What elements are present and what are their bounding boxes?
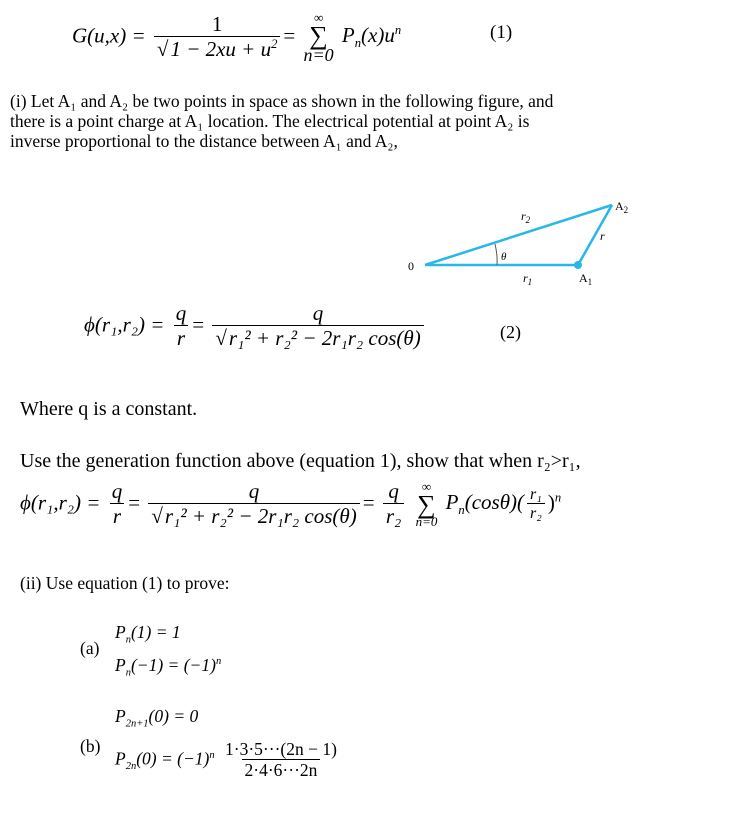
b-label: (b) [80, 736, 101, 756]
eq3-sum-bottom: n=0 [415, 514, 438, 530]
equation-2: ϕ(r₁,r₂) = $\frac{q}{r}$ = $\frac{q}{\text{√r₁² + r₂² − 2r₁r₂ cos(θ)}}$ [84, 302, 427, 351]
b-den: 2·4·6···2n [242, 759, 321, 781]
charge-point-a1 [574, 261, 582, 269]
theta-label: θ [501, 251, 507, 263]
eq3-sup: n [554, 490, 562, 505]
eq3-r2b: r₂ [527, 503, 545, 523]
use-text: Use the generation function above (equation 1), show that when r₂>r₁, [20, 450, 581, 472]
eq3-r1: r₁ [530, 485, 542, 503]
a1-label: $A_1$ [579, 271, 593, 287]
eq2-den: r₁² + r₂² − 2r₁r₂ cos(θ) [228, 326, 421, 351]
equation-3: ϕ(r₁,r₂) = $\frac{q}{r}$ = $\frac{q}{\text{√r₁² + r₂² − 2r₁r₂ cos(θ)}}$ = $\frac{q}{\text{r₂}}$ ∞ ∑ n=0 $P_n(\cos\theta)$( $\frac{\text{r₁}}{\text{r₂}}$ )$^n$ [20, 479, 562, 530]
para-i-line-3: inverse proportional to the distance between A₁ and A₂, [10, 131, 398, 151]
eq3-tail: $P_n(\cos\theta)$( [445, 490, 525, 518]
triangle-figure [395, 190, 655, 290]
b-line-2: $P_{2n}(0) = (-1)^n$ $\frac{1\cdot 3\cdot 5\cdot\cdot\cdot(2n - 1)}{2\cdot 4\cdot 6\cdot\cdot\cdot 2n}$ [115, 740, 343, 781]
where-text: Where q is a constant. [20, 398, 198, 420]
eq3-den: r₁² + r₂² − 2r₁r₂ cos(θ) [164, 504, 357, 529]
origin-label: 0 [408, 259, 414, 273]
a-line-2: $P_n(-1) = (-1)^n$ [115, 654, 222, 679]
equation-1: G(u,x) = $\frac{1}{√1 - 2xu + u^2}$ = ∞ ∑ n=0 $P_n(x)u^n$ [72, 10, 402, 66]
a-line-1: $P_n(1) = 1$ [115, 622, 181, 646]
eq2-q: q [175, 301, 187, 325]
eq1-den-sup: 2 [271, 37, 278, 52]
angle-arc [495, 244, 497, 265]
eq1-den-text: 1 − 2xu + u [170, 37, 272, 62]
eq2-label: (2) [500, 322, 521, 342]
part-ii-text: (ii) Use equation (1) to prove: [20, 573, 230, 593]
eq3-q2: q [248, 479, 260, 503]
a2-label: $A_2$ [615, 199, 629, 215]
eq3-sum-top: ∞ [421, 479, 432, 495]
b-line-1: $P_{2n+1}(0) = 0$ [115, 706, 199, 730]
r-label: r [600, 229, 605, 243]
eq3-q3: q [388, 479, 399, 503]
r1-label: $r_1$ [523, 271, 533, 287]
sum-top: ∞ [313, 10, 324, 25]
eq1-num: 1 [211, 11, 223, 36]
eq1-sum: ∞ ∑ n=0 [303, 10, 334, 66]
b-num: 1·3·5···(2n − 1) [225, 739, 337, 759]
eq1-den: $√1 - 2xu + u^2$ [154, 36, 281, 62]
eq2-r: r [174, 325, 188, 351]
eq1-label: (1) [490, 22, 513, 43]
eq3-lhs: ϕ(r₁,r₂) = [20, 490, 101, 515]
r2-label: $r_2$ [521, 209, 531, 225]
eq3-q: q [111, 479, 123, 503]
eq3-r: r [110, 503, 124, 529]
eq2-lhs: ϕ(r₁,r₂) = [84, 312, 165, 337]
triangle-lines [425, 205, 612, 265]
para-i-line-2: there is a point charge at A₁ location. The electrical potential at point A₂ is [10, 111, 530, 131]
eq3-r2: r₂ [383, 503, 404, 529]
para-i-line-1: (i) Let A₁ and A₂ be two points in space as shown in the following figure, and [10, 91, 554, 111]
a-label: (a) [80, 638, 100, 658]
eq1-rhs: $P_n(x)u^n$ [341, 23, 402, 51]
eq1-fraction [154, 13, 281, 62]
eq1-lhs: G(u,x) = [72, 23, 146, 48]
eq2-q2: q [312, 301, 324, 325]
sum-bottom: n=0 [303, 45, 334, 66]
eq3-close: ) [547, 490, 555, 515]
